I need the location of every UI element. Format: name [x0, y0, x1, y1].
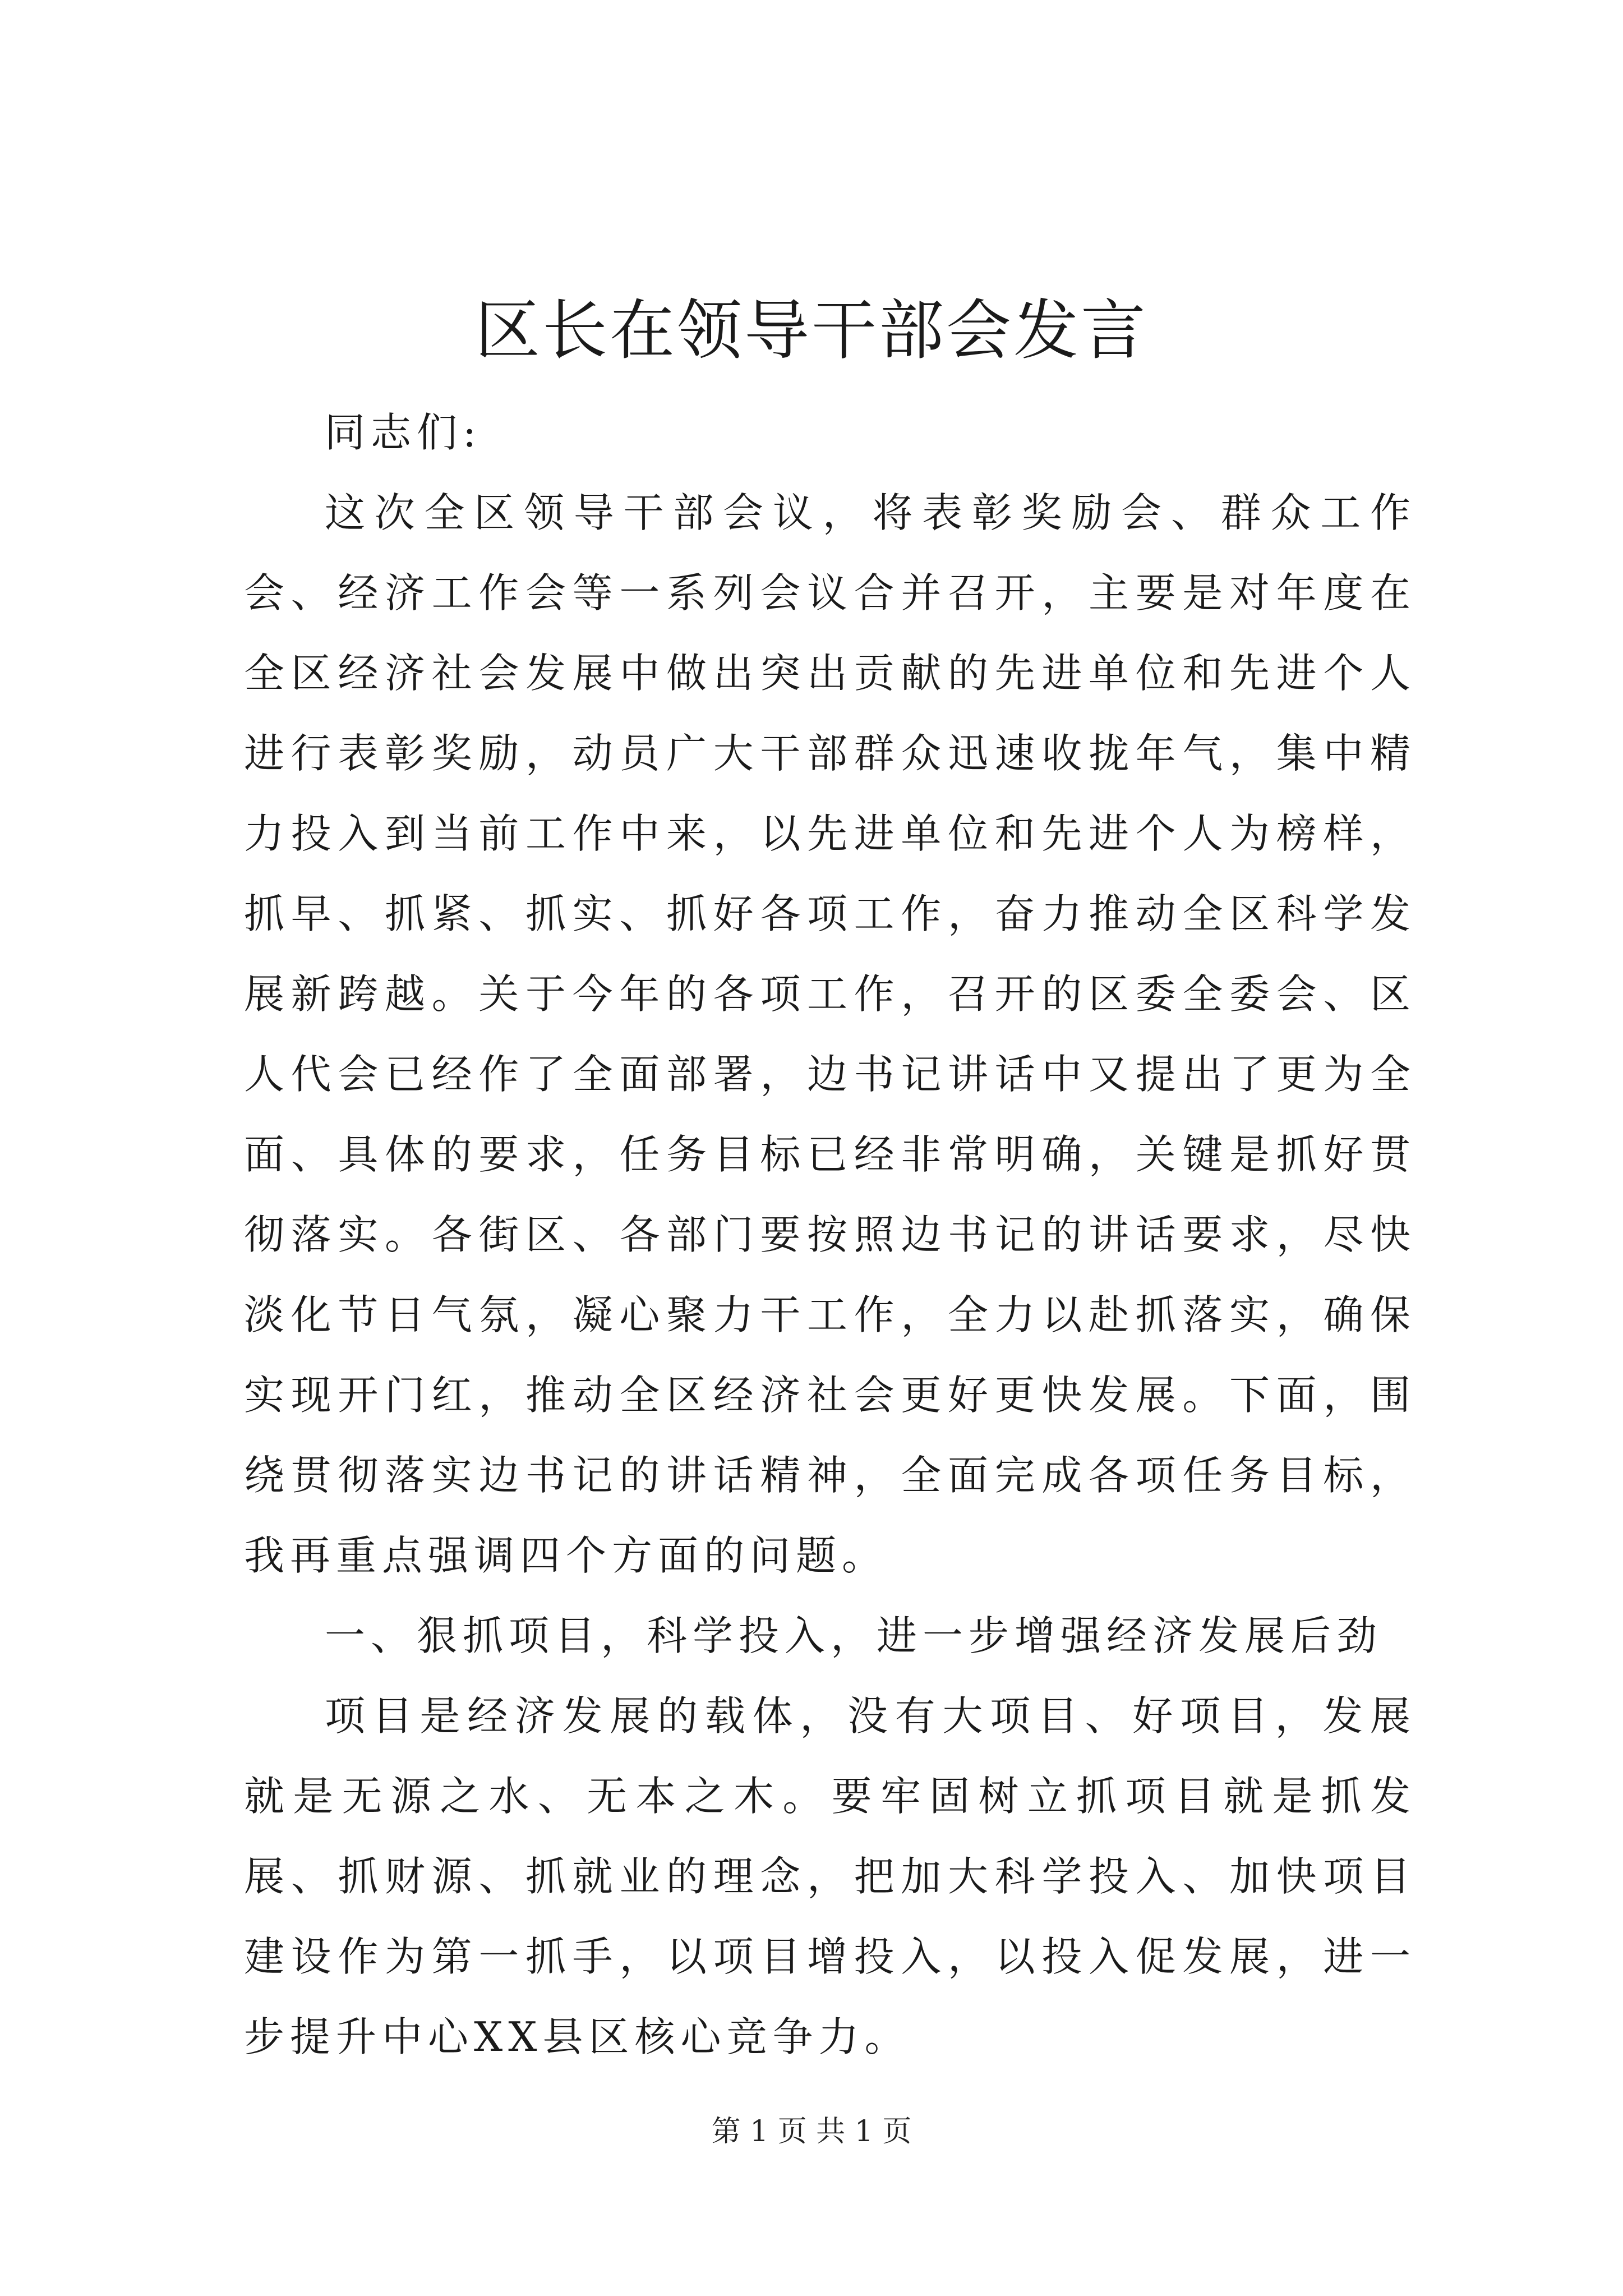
paragraph-intro: 这次全区领导干部会议，将表彰奖励会、群众工作会、经济工作会等一系列会议合并召开，主要是对年度在全区经济社会发展中做出突出贡献的先进单位和先进个人进行表彰奖励，动员广大干部群众迅速收拢年气，集中精力投入到当前工作中来，以先进单位和先进个人为榜样，抓早、抓紧、抓实、抓好各项工作，奋力推动全区科学发展新跨越。关于今年的各项工作，召开的区委全委会、区人代会已经作了全面部署，边书记讲话中又提出了更为全面、具体的要求，任务目标已经非常明确，关键是抓好贯彻落实。各街区、各部门要按照边书记的讲话要求，尽快淡化节日气氛，凝心聚力干工作，全力以赴抓落实，确保实现开门红，推动全区经济社会更好更快发展。下面，围绕贯彻落实边书记的讲话精神，全面完成各项任务目标，我再重点强调四个方面的问题。 [244, 489, 1416, 1579]
document-body [244, 393, 1416, 2077]
paragraph-section-1: 项目是经济发展的载体，没有大项目、好项目，发展就是无源之水、无本之木。要牢固树立抓项目就是抓发展、抓财源、抓就业的理念，把加大科学投入、加快项目建设作为第一抓手，以项目增投入，以投入促发展，进一步提升中心XX县区核心竞争力。 [244, 1692, 1416, 2060]
section-heading-1: 一、狠抓项目，科学投入，进一步增强经济发展后劲 [325, 1612, 1383, 1659]
salutation: 同志们: [325, 409, 482, 456]
page-footer: 第 1 页 共 1 页 [711, 2115, 912, 2148]
document-title: 区长在领导干部会发言 [475, 293, 1148, 369]
